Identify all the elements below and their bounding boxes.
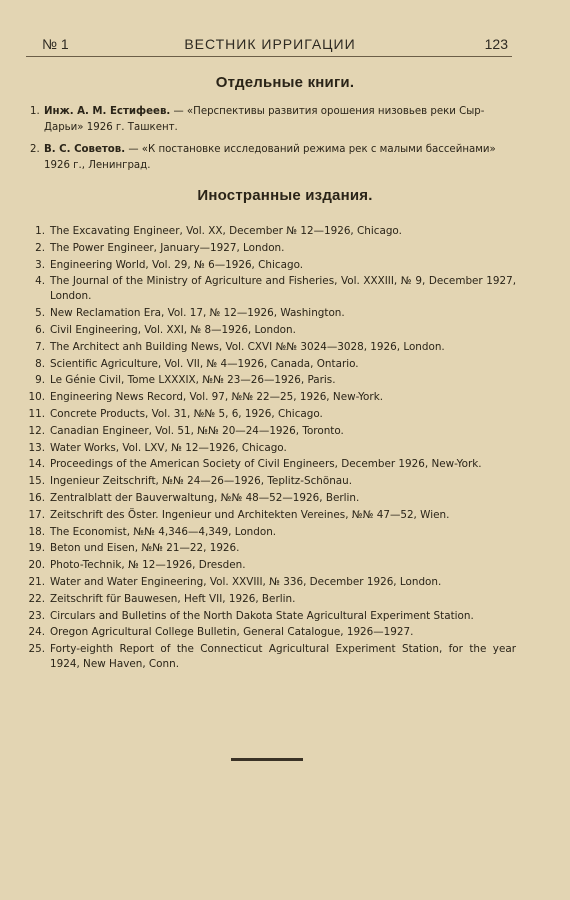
item-number: 8.	[35, 357, 45, 370]
header-rule	[26, 56, 512, 57]
item-number: 1.	[35, 225, 45, 237]
item-number: 4.	[35, 275, 45, 288]
list-item	[26, 274, 516, 304]
item-number: 6.	[35, 323, 45, 336]
item-number: 21.	[28, 575, 45, 588]
list-item	[26, 390, 516, 405]
item-number: 14.	[28, 458, 45, 471]
list-item	[26, 323, 516, 338]
list-item	[30, 104, 514, 135]
item-text: Zeitschrift des Öster. Ingenieur und Architekten Vereines, №№ 47—52, Wien.	[50, 508, 450, 521]
item-text: Forty-eighth Report of the Connecticut Agricultural Experiment Station, for the year 1924, New Haven, Conn.	[50, 643, 516, 671]
list-item	[26, 357, 516, 372]
item-text: Beton und Eisen, №№ 21—22, 1926.	[50, 542, 240, 555]
item-number: 20.	[28, 559, 45, 572]
item-text: Zentralblatt der Bauverwaltung, №№ 48—52—1926, Berlin.	[50, 491, 360, 504]
item-title: — «Перспективы развития орошения низовьев реки Сыр-Дарьи» 1926 г. Ташкент.	[44, 106, 485, 133]
item-text: The Economist, №№ 4,346—4,349, London.	[50, 525, 277, 538]
issue-number: № 1	[42, 36, 69, 52]
list-item	[26, 558, 516, 573]
item-number: 2.	[30, 144, 40, 156]
item-number: 11.	[28, 407, 45, 420]
item-author: В. С. Советов.	[44, 144, 126, 156]
item-text: Le Génie Civil, Tome LXXXIX, №№ 23—26—1926, Paris.	[50, 374, 336, 387]
item-number: 19.	[28, 542, 45, 555]
item-text: Photo-Technik, № 12—1926, Dresden.	[50, 559, 246, 572]
foreign-publications-list	[26, 224, 516, 674]
item-number: 15.	[28, 475, 45, 488]
running-header	[32, 34, 508, 54]
list-item	[26, 508, 516, 523]
item-number: 22.	[28, 592, 45, 605]
section-title-books: Отдельные книги.	[215, 74, 355, 91]
list-item	[26, 609, 516, 624]
list-item	[26, 258, 516, 273]
books-list	[30, 104, 514, 180]
page-number: 123	[484, 36, 508, 52]
item-number: 7.	[35, 340, 45, 353]
item-text: Scientific Agriculture, Vol. VII, № 4—1926, Canada, Ontario.	[50, 357, 359, 370]
list-item	[26, 457, 516, 472]
item-number: 5.	[35, 307, 45, 320]
list-item	[26, 625, 516, 640]
item-text: Circulars and Bulletins of the North Dakota State Agricultural Experiment Station.	[50, 609, 474, 622]
item-text: The Architect anh Building News, Vol. CXVI №№ 3024—3028, 1926, London.	[50, 340, 445, 353]
item-text: New Reclamation Era, Vol. 17, № 12—1926, Washington.	[50, 307, 345, 320]
item-text: Ingenieur Zeitschrift, №№ 24—26—1926, Teplitz-Schönau.	[50, 475, 353, 488]
item-text: Concrete Products, Vol. 31, №№ 5, 6, 1926, Chicago.	[50, 407, 323, 420]
list-item	[26, 592, 516, 607]
item-text: Engineering News Record, Vol. 97, №№ 22—25, 1926, New-York.	[50, 391, 384, 404]
item-number: 12.	[28, 424, 45, 437]
item-text: Water and Water Engineering, Vol. XXVIII, № 336, December 1926, London.	[50, 575, 442, 588]
section-title-foreign: Иностранные издания.	[197, 187, 373, 204]
item-text: Oregon Agricultural College Bulletin, General Catalogue, 1926—1927.	[50, 626, 414, 639]
item-number: 2.	[35, 241, 45, 254]
item-text: Civil Engineering, Vol. XXI, № 8—1926, London.	[50, 323, 296, 336]
item-text: The Power Engineer, January—1927, London.	[50, 241, 285, 254]
item-number: 17.	[28, 508, 45, 521]
list-item	[26, 224, 516, 239]
list-item	[26, 575, 516, 590]
item-number: 3.	[35, 258, 45, 271]
item-text: The Journal of the Ministry of Agriculture and Fisheries, Vol. XXXIII, № 9, December 1927, London.	[50, 275, 516, 303]
item-number: 24.	[28, 626, 45, 639]
item-text: Canadian Engineer, Vol. 51, №№ 20—24—1926, Toronto.	[50, 424, 344, 437]
list-item	[26, 441, 516, 456]
item-number: 16.	[28, 491, 45, 504]
item-text: Engineering World, Vol. 29, № 6—1926, Chicago.	[50, 258, 304, 271]
item-number: 18.	[28, 525, 45, 538]
item-number: 25.	[28, 643, 45, 656]
list-item	[26, 474, 516, 489]
list-item	[26, 407, 516, 422]
list-item	[26, 306, 516, 321]
list-item	[26, 491, 516, 506]
item-number: 10.	[28, 391, 45, 404]
list-item	[26, 642, 516, 672]
item-text: Zeitschrift für Bauwesen, Heft VII, 1926, Berlin.	[50, 592, 296, 605]
item-title: — «К постановке исследований режима рек с малыми бассейнами» 1926 г., Ленинград.	[44, 144, 496, 171]
list-item	[26, 340, 516, 355]
item-number: 23.	[28, 609, 45, 622]
list-item	[26, 525, 516, 540]
item-author: Инж. А. М. Естифеев.	[44, 106, 171, 117]
item-text: Water Works, Vol. LXV, № 12—1926, Chicago.	[50, 441, 287, 454]
journal-title: ВЕСТНИК ИРРИГАЦИИ	[184, 36, 356, 52]
end-rule	[231, 758, 303, 761]
list-item	[26, 541, 516, 556]
item-text	[44, 142, 514, 173]
item-text: The Excavating Engineer, Vol. XX, December № 12—1926, Chicago.	[50, 225, 402, 237]
list-item	[30, 142, 514, 173]
item-number: 13.	[28, 441, 45, 454]
item-number: 9.	[35, 374, 45, 387]
item-text	[44, 104, 514, 135]
list-item	[26, 241, 516, 256]
list-item	[26, 424, 516, 439]
item-number: 1.	[30, 106, 40, 117]
list-item	[26, 373, 516, 388]
item-text: Proceedings of the American Society of Civil Engineers, December 1926, New-York.	[50, 458, 482, 471]
